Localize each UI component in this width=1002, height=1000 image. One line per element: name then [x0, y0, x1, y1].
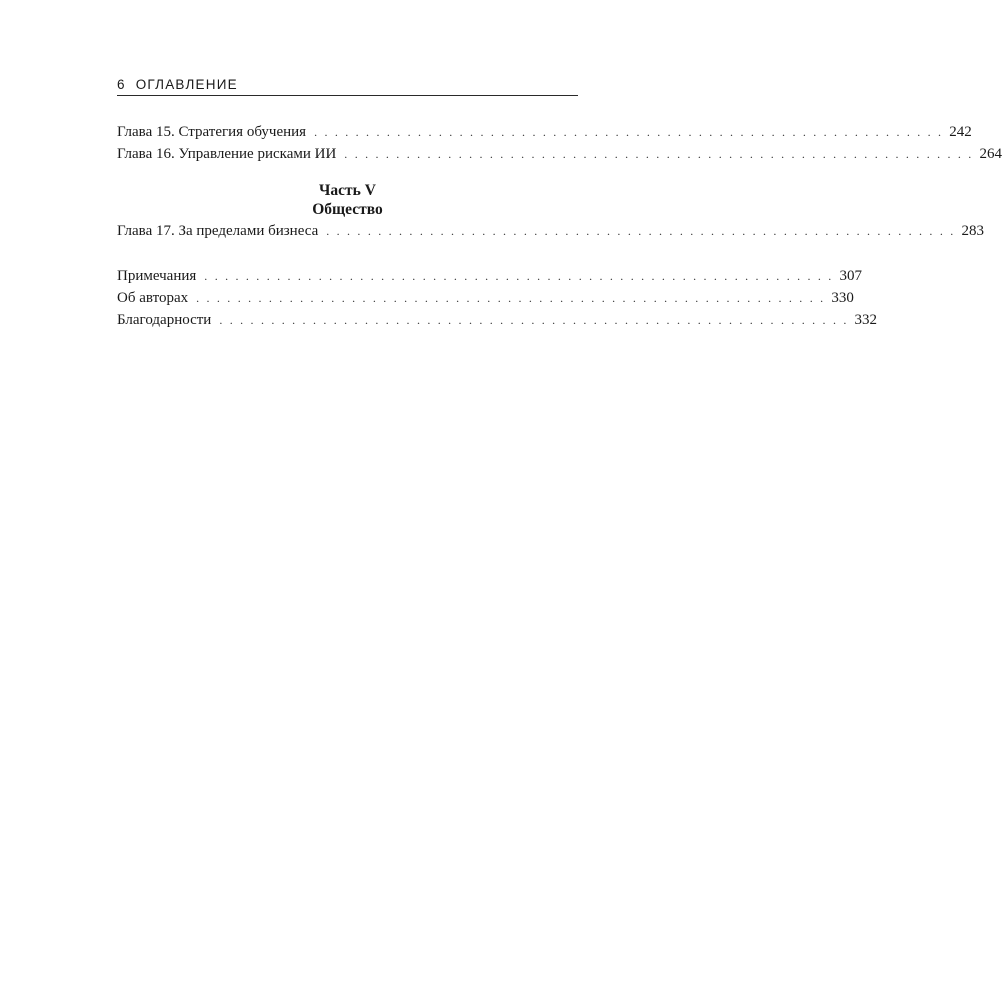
toc-entry-page: 242: [949, 124, 972, 140]
toc-group-backmatter: [117, 265, 878, 331]
toc-entry-title: Об авторах: [117, 290, 189, 306]
dot-leader: . . . . . . . . . . . . . . . . . . . . . . . . . . . . . . . . . . . . . . . . . . . . . . . . . . . . . . . . . . . . .: [326, 224, 956, 238]
toc-entry: [117, 143, 1002, 165]
toc-entry-title: Глава 16. Управление рисками ИИ: [117, 146, 337, 162]
toc-entry-title: Благодарности: [117, 312, 212, 328]
toc-entry-page: 307: [839, 268, 862, 284]
toc-entry: [117, 220, 984, 242]
toc-group-part-v: [117, 220, 984, 242]
part-name: Общество: [312, 201, 383, 218]
dot-leader: . . . . . . . . . . . . . . . . . . . . . . . . . . . . . . . . . . . . . . . . . . . . . . . . . . . . . . . . . . . . .: [314, 125, 944, 139]
toc-entry: [117, 121, 972, 143]
toc-entry-page: 330: [831, 290, 854, 306]
toc-entry-page: 264: [979, 146, 1002, 162]
toc-entry: [117, 309, 878, 331]
running-head-title: ОГЛАВЛЕНИЕ: [135, 76, 238, 92]
dot-leader: . . . . . . . . . . . . . . . . . . . . . . . . . . . . . . . . . . . . . . . . . . . . . . . . . . . . . . . . . . . . .: [219, 313, 849, 327]
part-label: Часть V: [319, 182, 376, 199]
toc-entry-page: 283: [961, 223, 984, 239]
running-head: [117, 73, 578, 96]
toc-entry-title: Глава 17. За пределами бизнеса: [117, 223, 319, 239]
dot-leader: . . . . . . . . . . . . . . . . . . . . . . . . . . . . . . . . . . . . . . . . . . . . . . . . . . . . . . . . . . . . .: [196, 291, 826, 305]
toc-entry-page: 332: [854, 312, 878, 328]
part-heading: [117, 181, 578, 219]
toc-group-chapters: [117, 121, 1002, 165]
dot-leader: . . . . . . . . . . . . . . . . . . . . . . . . . . . . . . . . . . . . . . . . . . . . . . . . . . . . . . . . . . . . .: [344, 147, 974, 161]
toc-entry-title: Примечания: [117, 268, 197, 284]
toc-entry: [117, 287, 854, 309]
book-page: [117, 0, 1002, 1000]
dot-leader: . . . . . . . . . . . . . . . . . . . . . . . . . . . . . . . . . . . . . . . . . . . . . . . . . . . . . . . . . . . . .: [204, 269, 834, 283]
toc-entry-title: Глава 15. Стратегия обучения: [117, 124, 307, 140]
page-number: 6: [117, 76, 126, 92]
toc-entry: [117, 265, 862, 287]
